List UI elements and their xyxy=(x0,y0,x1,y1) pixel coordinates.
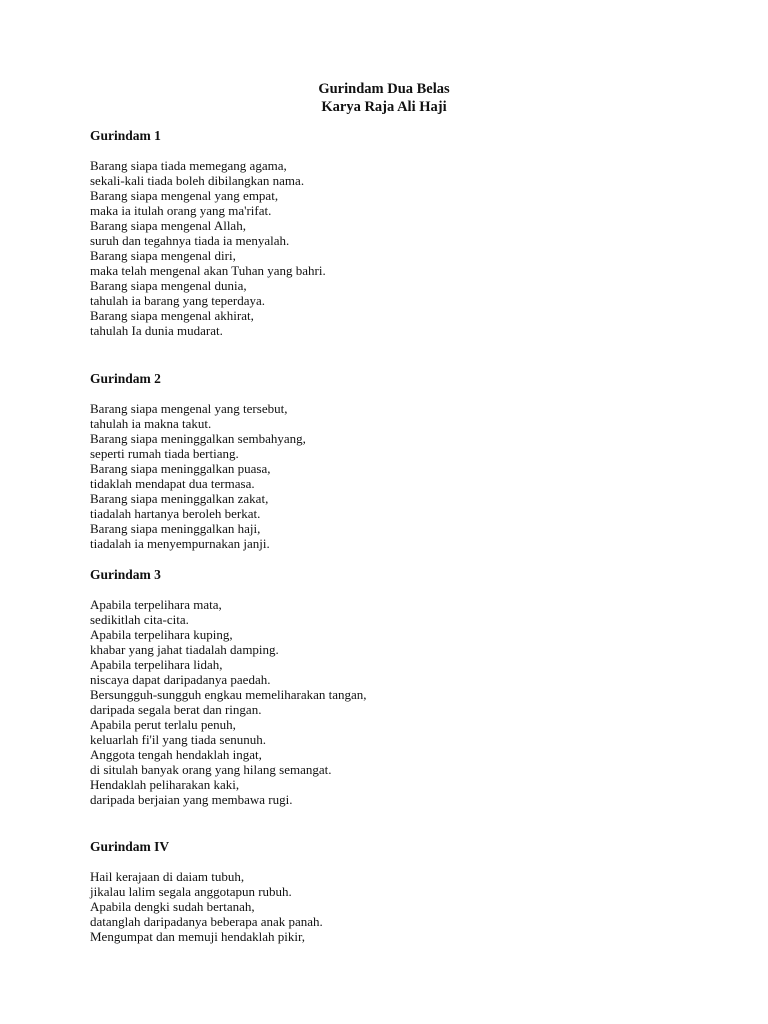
verse-line: sedikitlah cita-cita. xyxy=(90,612,189,627)
verse-block xyxy=(90,869,690,944)
verse-line: Barang siapa mengenal diri, xyxy=(90,248,236,263)
verse-line: Anggota tengah hendaklah ingat, xyxy=(90,747,262,762)
verse-line: Barang siapa mengenal Allah, xyxy=(90,218,246,233)
verse-line: Barang siapa tiada memegang agama, xyxy=(90,158,287,173)
verse-line: Apabila terpelihara lidah, xyxy=(90,657,223,672)
verse-line: Apabila perut terlalu penuh, xyxy=(90,717,236,732)
verse-line: Hail kerajaan di daiam tubuh, xyxy=(90,869,245,884)
verse-line: suruh dan tegahnya tiada ia menyalah. xyxy=(90,233,290,248)
title-line-2: Karya Raja Ali Haji xyxy=(321,99,447,115)
section-heading: Gurindam 2 xyxy=(90,371,161,386)
document-title xyxy=(0,80,768,116)
verse-line: daripada segala berat dan ringan. xyxy=(90,702,262,717)
title-line-1: Gurindam Dua Belas xyxy=(318,81,450,97)
verse-line: Apabila dengki sudah bertanah, xyxy=(90,899,255,914)
verse-block xyxy=(90,158,690,338)
verse-line: tiadalah ia menyempurnakan janji. xyxy=(90,536,270,551)
verse-line: Hendaklah peliharakan kaki, xyxy=(90,777,240,792)
verse-line: maka ia itulah orang yang ma'rifat. xyxy=(90,203,272,218)
section-heading: Gurindam 3 xyxy=(90,567,161,582)
verse-line: di situlah banyak orang yang hilang semangat. xyxy=(90,762,332,777)
verse-line: datanglah daripadanya beberapa anak panah. xyxy=(90,914,323,929)
verse-line: tahulah ia makna takut. xyxy=(90,416,212,431)
verse-line: jikalau lalim segala anggotapun rubuh. xyxy=(90,884,292,899)
verse-line: niscaya dapat daripadanya paedah. xyxy=(90,672,271,687)
verse-line: Mengumpat dan memuji hendaklah pikir, xyxy=(90,929,306,944)
verse-line: Barang siapa meninggalkan haji, xyxy=(90,521,261,536)
section-heading: Gurindam IV xyxy=(90,839,170,854)
verse-line: tahulah Ia dunia mudarat. xyxy=(90,323,223,338)
verse-line: tiadalah hartanya beroleh berkat. xyxy=(90,506,261,521)
verse-line: Barang siapa mengenal yang empat, xyxy=(90,188,279,203)
verse-line: Bersungguh-sungguh engkau memeliharakan tangan, xyxy=(90,687,367,702)
verse-line: khabar yang jahat tiadalah damping. xyxy=(90,642,279,657)
verse-line: daripada berjaian yang membawa rugi. xyxy=(90,792,293,807)
section-heading: Gurindam 1 xyxy=(90,128,161,143)
verse-block xyxy=(90,597,690,807)
verse-line: sekali-kali tiada boleh dibilangkan nama. xyxy=(90,173,305,188)
verse-line: Apabila terpelihara kuping, xyxy=(90,627,233,642)
verse-line: Barang siapa mengenal akhirat, xyxy=(90,308,254,323)
verse-line: Barang siapa meninggalkan zakat, xyxy=(90,491,269,506)
verse-line: tahulah ia barang yang teperdaya. xyxy=(90,293,266,308)
verse-line: keluarlah fi'il yang tiada senunuh. xyxy=(90,732,266,747)
verse-line: Barang siapa mengenal dunia, xyxy=(90,278,247,293)
section-gurindam-3 xyxy=(90,567,690,807)
verse-line: Barang siapa mengenal yang tersebut, xyxy=(90,401,288,416)
verse-line: Barang siapa meninggalkan puasa, xyxy=(90,461,271,476)
verse-block xyxy=(90,401,690,551)
verse-line: seperti rumah tiada bertiang. xyxy=(90,446,239,461)
section-gurindam-1 xyxy=(90,128,690,338)
verse-line: Apabila terpelihara mata, xyxy=(90,597,222,612)
section-gurindam-4 xyxy=(90,839,690,944)
section-gurindam-2 xyxy=(90,371,690,551)
verse-line: maka telah mengenal akan Tuhan yang bahri. xyxy=(90,263,326,278)
verse-line: tidaklah mendapat dua termasa. xyxy=(90,476,255,491)
verse-line: Barang siapa meninggalkan sembahyang, xyxy=(90,431,306,446)
